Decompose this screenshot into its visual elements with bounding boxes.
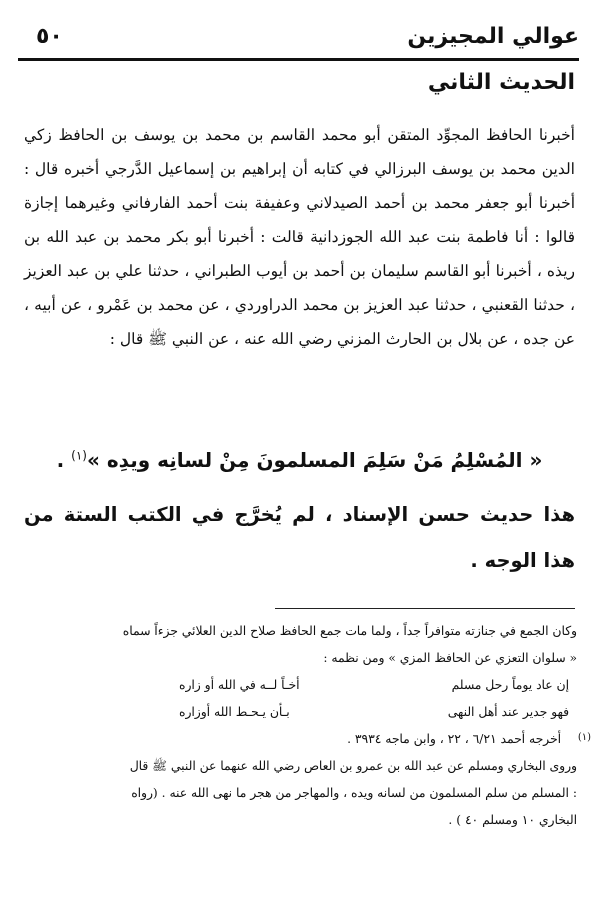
footnote-item <box>22 726 591 753</box>
footnote-line: : المسلم من سلم المسلمون من لسانه ويده ، والمهاجر من هجر ما نهى الله عنه . (رواه <box>131 786 577 800</box>
footnote-line: « سلوان التعزي عن الحافظ المزي » ومن نظمه : <box>323 651 577 665</box>
isnad-text: أخبرنا الحافظ المجوِّد المتقن أبو محمد القاسم بن محمد بن يوسف بن الحافظ زكي الدين محمد بن يوسف البرزالي في كتابه أن إبراهيم بن إسماعيل الدَّرجي أخبره قال : أخبرنا أبو جعفر محمد بن أحمد الصيدلاني وعفيفة بنت أحمد الفارفاني وغيرهما إجازة قالوا : أنا فاطمة بنت عبد الله الجوزدانية قالت : أخبرنا أبو بكر محمد بن عبد الله بن ريذه ، أخبرنا أبو القاسم سليمان بن أحمد بن أيوب الطبراني ، حدثنا علي بن عبد العزيز ، حدثنا القعنبي ، حدثنا عبد العزيز بن محمد الدراوردي ، عن محمد بن عَمْرو ، عن أبيه ، عن جده ، عن بلال بن الحارث المزني رضي الله عنه ، عن النبي ﷺ قال : <box>24 126 575 348</box>
footnote-line: البخاري ١٠ ومسلم ٤٠ ) . <box>448 813 577 827</box>
poem-verse <box>179 699 569 726</box>
running-title: عوالي المجيزين <box>407 24 579 49</box>
verse-hemistich: بـأن يـحـط الله أوزاره <box>179 705 290 719</box>
hadith-text-block <box>24 448 575 472</box>
hadith-text: « المُسْلِمُ مَنْ سَلِمَ المسلمونَ مِنْ لسانِه ويدِه » <box>86 448 543 472</box>
footnote-line: وروى البخاري ومسلم عن عبد الله بن عمرو بن العاص رضي الله عنهما عن النبي ﷺ قال <box>129 759 577 773</box>
page-header <box>24 18 579 58</box>
isnad-paragraph <box>24 118 575 356</box>
footnote-reference[interactable]: (١) <box>71 448 87 463</box>
footnote-separator <box>275 608 575 609</box>
footnote-line: أخرجه أحمد ٦/٢١ ، ٢٢ ، وابن ماجه ٣٩٣٤ . <box>347 732 561 746</box>
grading-paragraph: هذا حديث حسن الإسناد ، لم يُخرَّج في الكتب الستة من هذا الوجه . <box>24 503 575 572</box>
poem-verse <box>179 672 569 699</box>
hadith-end: . <box>56 448 72 472</box>
verse-hemistich: إن عاد يوماً رحل مسلم <box>451 678 569 692</box>
verse-hemistich: أخـاً لــه في الله أو زاره <box>179 678 300 692</box>
header-rule <box>18 58 579 61</box>
footnotes <box>22 618 591 834</box>
footnote-line: وكان الجمع في جنازته متوافراً جداً ، ولما مات جمع الحافظ صلاح الدين العلائي جزءاً سماه <box>122 624 577 638</box>
page-number: ٥٠ <box>36 24 63 49</box>
section-heading: الحديث الثاني <box>427 70 575 95</box>
verse-hemistich: فهو جدير عند أهل النهى <box>447 705 569 719</box>
footnote-marker: (١) <box>577 732 591 743</box>
